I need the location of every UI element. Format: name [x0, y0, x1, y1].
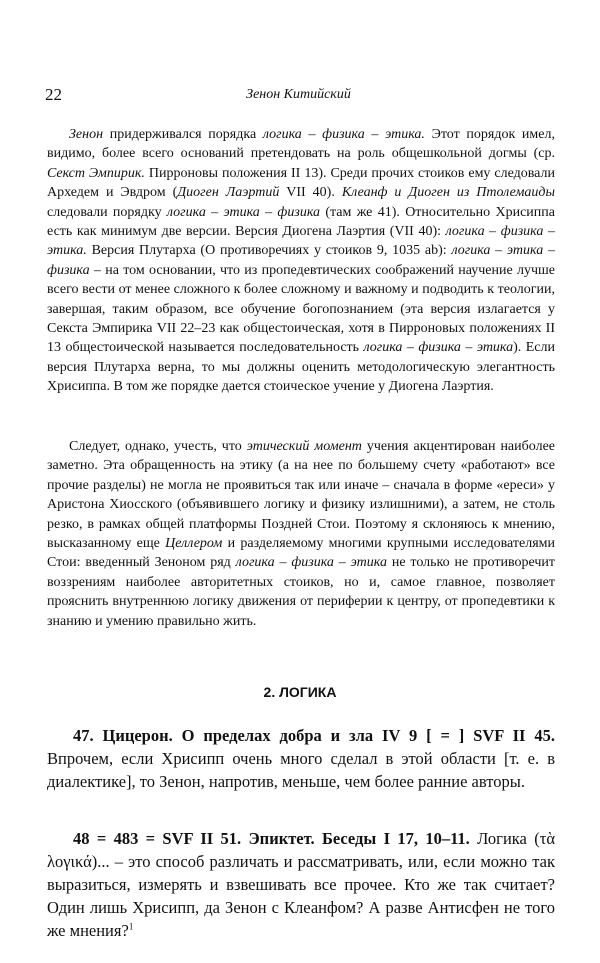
- italic-term: Зенон: [69, 127, 104, 142]
- italic-term: Клеанф и Диоген из Птолемаиды: [341, 185, 555, 201]
- text-run: не только не противоречит воззрениям наиболее авторитетных стоиков, но и, самое главное, позволяет прояснить внутреннюю логику движения от периферии к центру, от пропедевтики к знанию и умению правильно жить.: [47, 555, 555, 629]
- footnote-mark: 1: [128, 921, 134, 932]
- italic-term: логика – физика – этика: [235, 555, 387, 571]
- italic-term: Диоген Лаэртий: [177, 185, 280, 201]
- text-run: Этот порядок имел, видимо, более всего оснований претендовать на роль общешкольной догмы (ср.: [47, 127, 555, 162]
- italic-term: логика – физика – этика: [363, 340, 514, 356]
- text-run: Следует, однако, учесть, что: [69, 439, 247, 454]
- commentary-paragraph-2: [47, 437, 555, 631]
- text-run: (там же 41). Относительно Хрисиппа есть как минимум две версии. Версия Диогена Лаэртия (VII 40):: [47, 204, 555, 240]
- italic-term: этический момент: [246, 439, 362, 454]
- text-run: VII 40).: [279, 185, 342, 201]
- page-number: 22: [45, 85, 62, 104]
- fragment-47: [47, 724, 555, 793]
- italic-term: логика – этика – физика: [47, 243, 555, 278]
- paragraph-body: [47, 125, 555, 397]
- fragment-text: Логика (τὰ λογικά)... – это способ различать и рассматривать, или, если можно так выразиться, измерять и взвешивать все прочее. Кто же так считает? Один лишь Хрисипп, да Зенон с Клеанфом? А разве Антисфен не того же мнения?: [47, 829, 555, 940]
- fragment-heading: 47. Цицерон. О пределах добра и зла IV 9 [ = ] SVF II 45.: [73, 726, 555, 745]
- paragraph-body: [47, 437, 555, 631]
- fragment-heading: 48 = 483 = SVF II 51. Эпиктет. Беседы I 17, 10–11.: [73, 829, 470, 848]
- text-run: Версия Плутарха (О противоречиях у стоиков 9, 1035 ab):: [86, 243, 452, 259]
- italic-term: логика – физика – этика.: [47, 224, 555, 259]
- fragment-48: [47, 827, 555, 942]
- text-run: Пирроновы положения II 13). Среди прочих стоиков ему следовали Архедем и Эвдром (: [47, 165, 555, 201]
- text-run: следовали порядку: [47, 204, 167, 220]
- section-title: 2. ЛОГИКА: [263, 684, 337, 700]
- page-header: [45, 85, 552, 107]
- fragment-text: Впрочем, если Хрисипп очень много сделал в этой области [т. е. в диалектике], то Зенон, напротив, меньше, чем более ранние авторы.: [47, 749, 555, 791]
- text-run: ). Если версия Плутарха верна, то мы должны оценить методологическую элегантность Хрисиппа. В том же порядке дается стоическое учение у Диогена Лаэртия.: [47, 340, 555, 395]
- text-run: и разделяемому многими крупными исследователями Стои: введенный Зеноном ряд: [47, 536, 555, 571]
- fragment-body: [47, 724, 555, 793]
- fragment-body: [47, 827, 555, 942]
- commentary-paragraph-1: [47, 125, 555, 397]
- text-run: – на том основании, что из пропедевтических соображений научение лучше всего вести от менее сложного к более сложному и важному и подводить к теологии, завершая, таким образом, все обучение богопознанием (эта версия излагается у Секста Эмпирика VII 22–23 как общестоическая, хотя в Пирроновых положениях II 13 общестоической называется последовательность: [47, 262, 555, 356]
- italic-term: логика – физика – этика.: [262, 127, 425, 142]
- running-title: Зенон Китийский: [246, 87, 351, 102]
- italic-term: Секст Эмпирик.: [47, 165, 145, 181]
- text-run: учения акцентирован наиболее заметно. Эта обращенность на этику (а на нее по большему счету «работают» все прочие разделы) не могла не проявиться так или иначе – сначала в форме «ереси» у Аристона Хиосского (объявившего логику и физику излишними), а затем, не столь резко, в рамках общей платформы Поздней Стои. Поэтому я склоняюсь к мнению, высказанному еще: [47, 439, 555, 552]
- italic-term: логика – этика – физика: [166, 204, 321, 220]
- text-run: придерживался порядка: [103, 127, 263, 142]
- italic-term: Целлером: [165, 536, 223, 552]
